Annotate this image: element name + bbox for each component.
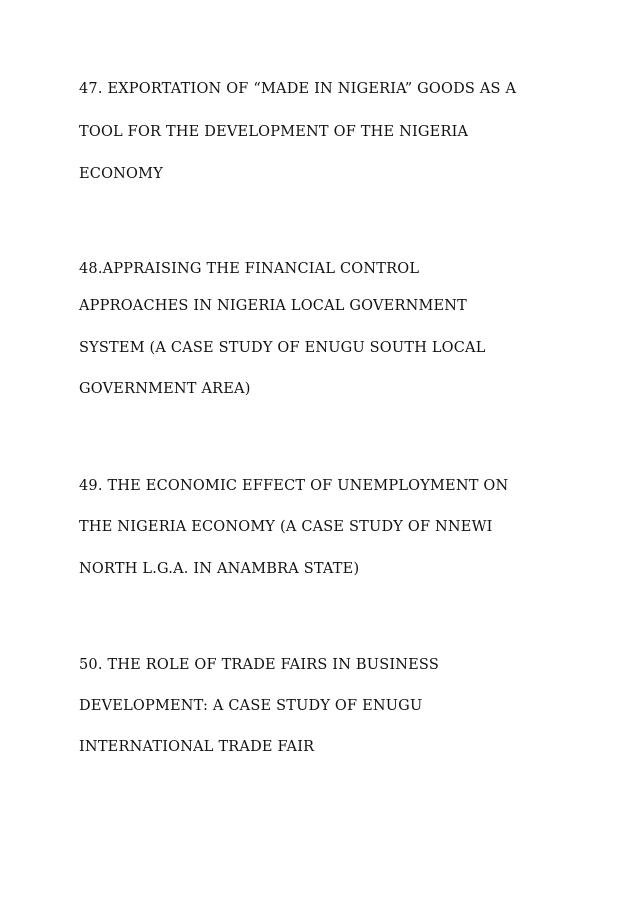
topic-48-line-2: APPROACHES IN NIGERIA LOCAL GOVERNMENT: [79, 298, 468, 314]
topic-49-line-2: THE NIGERIA ECONOMY (A CASE STUDY OF NNEWI: [79, 519, 493, 535]
topic-49-line-3: NORTH L.G.A. IN ANAMBRA STATE): [79, 561, 360, 577]
topic-47-line-1: 47. EXPORTATION OF “MADE IN NIGERIA” GOODS AS A: [79, 81, 517, 97]
topic-50-line-1: 50. THE ROLE OF TRADE FAIRS IN BUSINESS: [79, 657, 439, 673]
topic-49-line-1: 49. THE ECONOMIC EFFECT OF UNEMPLOYMENT ON: [79, 478, 509, 494]
topic-47-line-3: ECONOMY: [79, 166, 163, 182]
topic-48-line-1: 48.APPRAISING THE FINANCIAL CONTROL: [79, 261, 420, 277]
topic-50-line-2: DEVELOPMENT: A CASE STUDY OF ENUGU: [79, 698, 423, 714]
topic-48-line-3: SYSTEM (A CASE STUDY OF ENUGU SOUTH LOCAL: [79, 340, 486, 356]
topic-50-line-3: INTERNATIONAL TRADE FAIR: [79, 739, 315, 755]
topic-48-line-4: GOVERNMENT AREA): [79, 381, 251, 397]
topic-47-line-2: TOOL FOR THE DEVELOPMENT OF THE NIGERIA: [79, 124, 469, 140]
